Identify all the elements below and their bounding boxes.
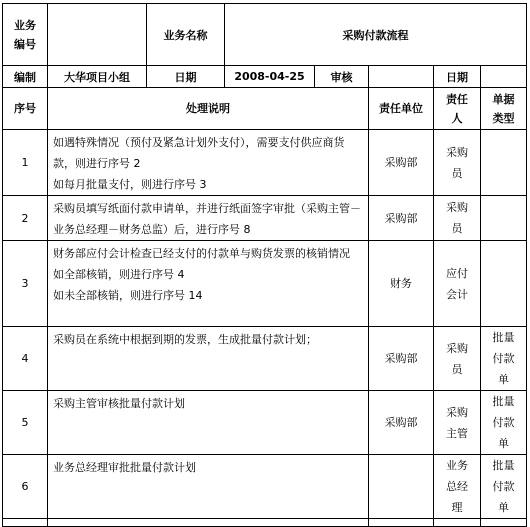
row-doctype: 批量付款单 bbox=[481, 455, 527, 519]
row-doctype bbox=[481, 196, 527, 241]
col-doctype-header: 单据类型 bbox=[481, 88, 527, 130]
date-label: 日期 bbox=[147, 66, 225, 88]
row-person: 采购员 bbox=[434, 327, 481, 391]
row-doctype: 批量付款单 bbox=[481, 327, 527, 391]
date2-value bbox=[481, 66, 527, 88]
meta-row bbox=[3, 66, 527, 88]
process-table bbox=[2, 3, 527, 527]
row-doctype bbox=[481, 130, 527, 196]
row-doctype: 批量付款单 bbox=[481, 391, 527, 455]
desc-line: 如未全部核销，则进行序号 14 bbox=[53, 289, 203, 302]
row-person: 采购主管 bbox=[434, 391, 481, 455]
header-row bbox=[3, 4, 527, 66]
desc-line: 采购员在系统中根据到期的发票，生成批量付款计划； bbox=[53, 333, 317, 346]
row-person: 业务总经理 bbox=[434, 455, 481, 519]
biz-name-value: 采购付款流程 bbox=[225, 4, 527, 66]
table-row bbox=[3, 241, 527, 327]
editor-value: 大华项目小组 bbox=[48, 66, 147, 88]
table-row bbox=[3, 196, 527, 241]
desc-line: 财务部应付会计检查已经支付的付款单与购货发票的核销情况 bbox=[53, 247, 350, 260]
desc-line: 采购主管审核批量付款计划 bbox=[53, 397, 185, 410]
row-person: 采购员 bbox=[434, 196, 481, 241]
row-person: 采购员 bbox=[434, 130, 481, 196]
row-seq: 6 bbox=[3, 455, 48, 519]
row-person: 应付会计 bbox=[434, 241, 481, 327]
table-row bbox=[3, 391, 527, 455]
table-row-partial bbox=[3, 519, 527, 527]
desc-line: 如全部核销，则进行序号 4 bbox=[53, 268, 185, 281]
col-seq-header: 序号 bbox=[3, 88, 48, 130]
col-person-header: 责任人 bbox=[434, 88, 481, 130]
desc-line: 如每月批量支付，则进行序号 3 bbox=[53, 178, 207, 191]
row-seq: 4 bbox=[3, 327, 48, 391]
row-desc bbox=[48, 130, 369, 196]
desc-line: 业务总经理审批批量付款计划 bbox=[53, 461, 196, 474]
review-label: 审核 bbox=[315, 66, 369, 88]
row-unit: 财务 bbox=[369, 241, 434, 327]
row-desc bbox=[48, 241, 369, 327]
biz-name-label: 业务名称 bbox=[147, 4, 225, 66]
row-doctype bbox=[481, 241, 527, 327]
table-row bbox=[3, 130, 527, 196]
desc-line: 如遇特殊情况（预付及紧急计划外支付），需要支付供应商货款，则进行序号 2 bbox=[53, 136, 345, 170]
biz-no-label: 业务编号 bbox=[3, 4, 48, 66]
row-unit: 采购部 bbox=[369, 327, 434, 391]
date2-label: 日期 bbox=[434, 66, 481, 88]
row-desc bbox=[48, 327, 369, 391]
col-desc-header: 处理说明 bbox=[48, 88, 369, 130]
column-header-row bbox=[3, 88, 527, 130]
col-unit-header: 责任单位 bbox=[369, 88, 434, 130]
review-value bbox=[369, 66, 434, 88]
row-desc bbox=[48, 455, 369, 519]
table-row bbox=[3, 327, 527, 391]
row-seq: 1 bbox=[3, 130, 48, 196]
row-desc bbox=[48, 196, 369, 241]
row-unit: 采购部 bbox=[369, 130, 434, 196]
desc-line: 采购员填写纸面付款申请单，并进行纸面签字审批（采购主管－业务总经理－财务总监）后，进行序号 8 bbox=[53, 202, 361, 236]
row-unit: 采购部 bbox=[369, 391, 434, 455]
table-row bbox=[3, 455, 527, 519]
process-document bbox=[2, 3, 526, 527]
row-desc bbox=[48, 391, 369, 455]
date-value: 2008-04-25 bbox=[225, 66, 315, 88]
row-seq: 3 bbox=[3, 241, 48, 327]
biz-no-value bbox=[48, 4, 147, 66]
row-unit bbox=[369, 455, 434, 519]
editor-label: 编制 bbox=[3, 66, 48, 88]
row-seq: 5 bbox=[3, 391, 48, 455]
row-unit: 采购部 bbox=[369, 196, 434, 241]
row-seq: 2 bbox=[3, 196, 48, 241]
